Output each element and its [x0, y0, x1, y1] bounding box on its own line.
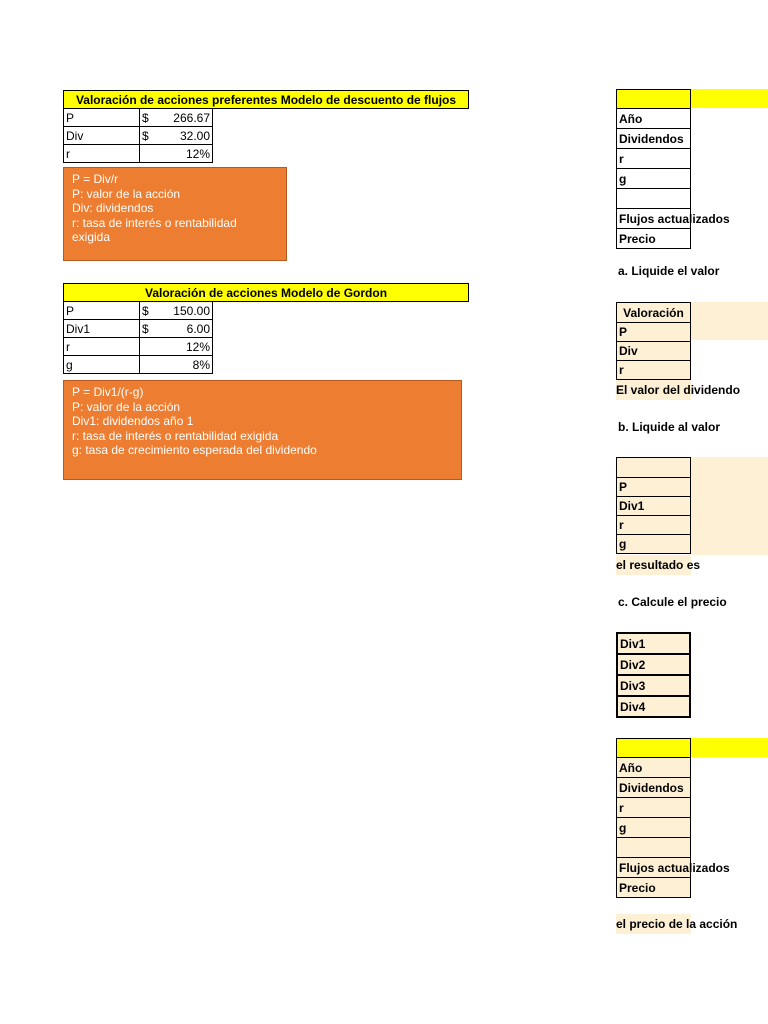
table-b-band	[691, 457, 768, 555]
cell-value[interactable]: 12%	[140, 338, 213, 356]
dividend-flow-table-2	[616, 738, 730, 898]
table-row	[617, 149, 691, 169]
table-row	[617, 838, 691, 858]
row-label[interactable]: r	[617, 149, 691, 169]
table-row	[64, 109, 469, 127]
table-row	[617, 535, 691, 554]
row-label[interactable]: Año	[617, 758, 691, 778]
row-label[interactable]: r	[617, 516, 691, 535]
table-row	[617, 169, 691, 189]
row-label[interactable]: Div4	[617, 696, 690, 717]
row-label[interactable]: Año	[617, 109, 691, 129]
table-row	[617, 361, 691, 380]
result-c: el precio de la acción	[616, 914, 691, 934]
table-row	[617, 497, 691, 516]
row-label[interactable]: Div3	[617, 675, 690, 696]
row-label[interactable]: P	[64, 109, 140, 127]
preferred-valuation-table	[63, 90, 469, 163]
row-label[interactable]: P	[617, 478, 691, 497]
row-label[interactable]: Div1	[617, 497, 691, 516]
row-label[interactable]: Div1	[64, 320, 140, 338]
table-row	[64, 338, 469, 356]
cell-value[interactable]: 12%	[140, 145, 213, 163]
preferred-formula-note: P = Div/r P: valor de la acción Div: dividendos r: tasa de interés o rentabilidad exigida	[63, 167, 287, 261]
row-label[interactable]: Dividendos	[617, 778, 691, 798]
table-row	[617, 109, 691, 129]
row-label[interactable]: Div	[64, 127, 140, 145]
question-a: a. Liquide el valor	[618, 264, 720, 278]
valuation-table-a	[616, 302, 691, 380]
valuation-header: Valoración	[617, 303, 691, 323]
row-label[interactable]: r	[64, 338, 140, 356]
gordon-formula-note: P = Div1/(r-g) P: valor de la acción Div1: dividendos año 1 r: tasa de interés o rentabilidad exigida g: tasa de crecimiento esperada del dividendo	[63, 380, 462, 480]
table-row	[617, 878, 691, 898]
cell-value: 6.00	[186, 321, 210, 336]
table-row	[617, 696, 690, 717]
dividend-list-table	[616, 632, 691, 718]
table-row	[617, 778, 691, 798]
table-row	[64, 145, 469, 163]
table-row	[617, 516, 691, 535]
table-row	[617, 458, 691, 478]
row-label[interactable]: Dividendos	[617, 129, 691, 149]
currency-symbol: $	[142, 128, 149, 143]
cell-value[interactable]: 8%	[140, 356, 213, 374]
row-label[interactable]	[617, 838, 691, 858]
table-row	[617, 189, 691, 209]
row-label[interactable]: Div2	[617, 654, 690, 675]
preferred-table-title: Valoración de acciones preferentes Modelo de descuento de flujos	[64, 91, 469, 109]
table-row	[617, 798, 691, 818]
table-row	[617, 229, 691, 249]
row-label[interactable]: Precio	[617, 878, 691, 898]
table-row	[617, 858, 691, 878]
table-row	[617, 323, 691, 342]
row-label[interactable]: Flujos actualizados	[617, 858, 691, 878]
table-row	[617, 654, 690, 675]
row-label[interactable]: Div1	[617, 633, 690, 654]
dividend-flow-table-1	[616, 89, 730, 249]
table-row	[617, 758, 691, 778]
table-row	[617, 675, 690, 696]
row-label[interactable]: Div	[617, 342, 691, 361]
table-row	[64, 320, 469, 338]
cell-value: 150.00	[173, 303, 210, 318]
currency-symbol: $	[142, 303, 149, 318]
gordon-valuation-table	[63, 283, 469, 374]
row-label[interactable]: r	[617, 798, 691, 818]
result-b: el resultado es	[616, 555, 691, 575]
row-label[interactable]: P	[617, 323, 691, 342]
table-row	[617, 342, 691, 361]
cell-value: 266.67	[173, 110, 210, 125]
row-label[interactable]: g	[617, 535, 691, 554]
cell-value: 32.00	[179, 128, 210, 143]
table-row	[617, 633, 690, 654]
row-label[interactable]: Precio	[617, 229, 691, 249]
table-row	[617, 818, 691, 838]
gordon-table-b	[616, 457, 691, 554]
table-row	[64, 356, 469, 374]
row-label[interactable]: r	[64, 145, 140, 163]
currency-symbol: $	[142, 321, 149, 336]
row-label[interactable]: g	[64, 356, 140, 374]
table-row	[617, 478, 691, 497]
gordon-table-title: Valoración de acciones Modelo de Gordon	[64, 284, 469, 302]
row-label[interactable]	[617, 189, 691, 209]
table-row	[617, 129, 691, 149]
row-label[interactable]: r	[617, 361, 691, 380]
table-row	[64, 302, 469, 320]
row-label[interactable]: g	[617, 818, 691, 838]
question-b: b. Liquide al valor	[618, 420, 721, 434]
row-label[interactable]: Flujos actualizados	[617, 209, 691, 229]
valuation-band	[691, 302, 768, 340]
table-row	[617, 209, 691, 229]
result-a: El valor del dividendo	[616, 380, 691, 400]
row-label[interactable]: P	[64, 302, 140, 320]
question-c: c. Calcule el precio	[618, 595, 727, 609]
table-row	[64, 127, 469, 145]
row-label[interactable]	[617, 458, 691, 478]
row-label[interactable]: g	[617, 169, 691, 189]
currency-symbol: $	[142, 110, 149, 125]
